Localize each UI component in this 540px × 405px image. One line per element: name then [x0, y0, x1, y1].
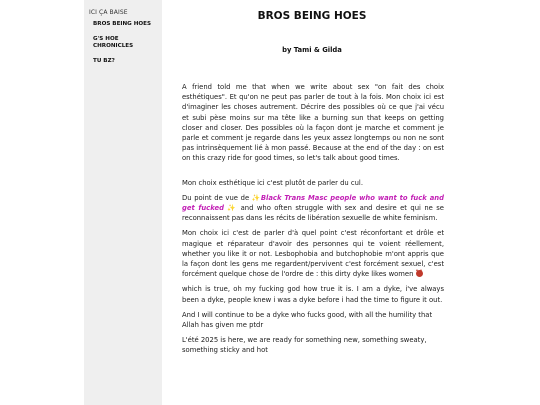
paragraph-text: Mon choix ici c'est de parler d'à quel point c'est réconfortant et drôle et magique et réparateur d'avoir des personnes qui te voient réellement, whether you like it or not. Lesbophobia and butchophobie m'ont appris que la façon dont les gens me regardent/pervivent c'est forcément sexuel, c'est forcément quelque chose de l'ordre de : this dirty dyke likes women [182, 229, 444, 279]
paragraph: A friend told me that when we write about sex "on fait des choix esthétiques". Et qu'on ne peut pas parler de tout à la fois. Mon choix ici est d'imaginer les choses autrement. Décrire des possibles où ce que j'ai vécu et subi pèse moins sur ma tête like a burning sun that keeps on getting closer and closer. Des possibles où la façon dont je marche et comment je parle et comment je regarde dans les yeux assez longtemps ou non ne sont pas intrinsèquement lié à mon passé. Because at the end of the day : on est on this crazy ride for good times, so let's talk about good times. [182, 83, 444, 163]
paragraph [182, 228, 444, 279]
site-home-link[interactable]: ICI ÇA BAISE [89, 9, 128, 16]
sidebar-item-bros-being-hoes[interactable]: BROS BEING HOES [93, 21, 151, 27]
devil-emoji-icon [416, 270, 423, 277]
article-byline: by Tami & Gilda [282, 46, 342, 54]
sidebar-item-gs-hoe-chronicles[interactable]: G'S HOE CHRONICLES [93, 35, 134, 49]
paragraph: Mon choix esthétique ici c'est plutôt de parler du cul. [182, 178, 363, 187]
article-body [182, 82, 444, 361]
paragraph: which is true, oh my fucking god how true it is. I am a dyke, i've always been a dyke, people knew i was a dyke before i had the time to figure it out. [182, 285, 444, 304]
paragraph-text: Du point de vue de [182, 193, 252, 202]
page-title: BROS BEING HOES [257, 10, 367, 22]
article-content [162, 0, 462, 405]
sidebar-menu [93, 21, 159, 72]
paragraph: L'été 2025 is here, we are ready for something new, something sweaty, something sticky and hot [182, 336, 427, 355]
sidebar-item [93, 36, 159, 51]
paragraph-text: and who often struggle with sex and desire et qui ne se reconnaissent pas dans les récits de libération sexuelle de white feminism. [182, 204, 444, 223]
sidebar-item [93, 21, 159, 29]
sidebar-item-tu-bz[interactable]: TU BZ? [93, 57, 115, 64]
sidebar [84, 0, 162, 405]
sparkles-icon: ✨ [251, 193, 261, 202]
highlighted-phrase: Black Trans Masc people who want to fuck and get fucked [182, 193, 445, 213]
sparkles-icon: ✨ [227, 204, 238, 213]
paragraph: And I will continue to be a dyke who fucks good, with all the humility that Allah has given me ptdr [182, 310, 433, 330]
paragraph [182, 193, 444, 224]
sidebar-item [93, 58, 159, 66]
